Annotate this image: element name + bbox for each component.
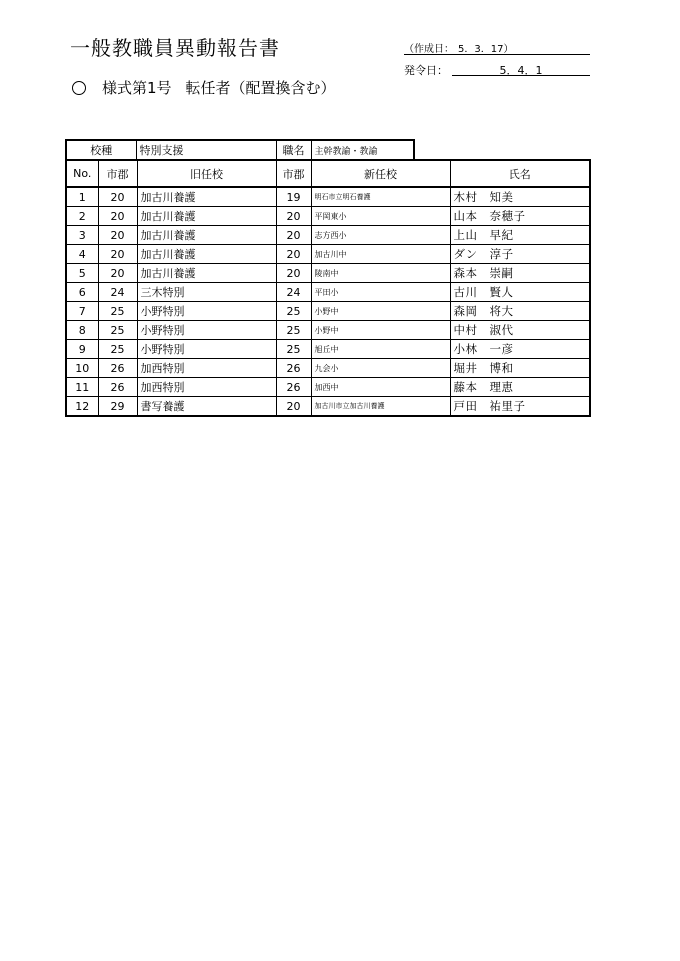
header-no: No. [66,160,98,187]
row-city-new: 25 [276,340,311,359]
created-date-value: 5．3．17） [458,44,514,55]
circle-icon [72,81,86,95]
row-city-new: 20 [276,264,311,283]
row-city-new: 20 [276,397,311,417]
row-old-school: 加古川養護 [137,245,276,264]
row-new-school: 加古川中 [311,245,450,264]
table-row [66,302,590,321]
row-new-school: 旭丘中 [311,340,450,359]
created-date [404,40,590,55]
school-type-label: 校種 [66,140,136,160]
row-name: 堀井 博和 [450,359,590,378]
row-city-new: 19 [276,187,311,207]
row-city-old: 26 [98,359,137,378]
table-row [66,187,590,207]
created-date-label: （作成日： [404,44,454,55]
row-no: 3 [66,226,98,245]
table-row [66,321,590,340]
school-type-value: 特別支援 [136,140,276,160]
row-old-school: 小野特別 [137,302,276,321]
position-label: 職名 [276,140,311,160]
issued-date-value: 5．4．1 [452,62,590,76]
row-city-old: 20 [98,226,137,245]
header-new-school: 新任校 [311,160,450,187]
row-new-school: 小野中 [311,321,450,340]
row-old-school: 加古川養護 [137,187,276,207]
row-name: 古川 賢人 [450,283,590,302]
document-title: 一般教職員異動報告書 [70,36,280,60]
header-old-school: 旧任校 [137,160,276,187]
row-name: 小林 一彦 [450,340,590,359]
row-name: ダン 淳子 [450,245,590,264]
form-number: 様式第1号 [102,79,172,97]
row-no: 6 [66,283,98,302]
row-no: 8 [66,321,98,340]
transfer-type: 転任者（配置換含む） [185,79,336,97]
row-city-old: 25 [98,340,137,359]
row-city-new: 20 [276,207,311,226]
row-city-old: 25 [98,321,137,340]
row-city-old: 24 [98,283,137,302]
row-city-old: 20 [98,187,137,207]
row-city-old: 20 [98,264,137,283]
row-no: 11 [66,378,98,397]
transfer-table [65,159,591,417]
row-new-school: 明石市立明石養護 [311,187,450,207]
row-no: 7 [66,302,98,321]
row-city-new: 26 [276,378,311,397]
row-no: 1 [66,187,98,207]
row-old-school: 小野特別 [137,340,276,359]
row-new-school: 志方西小 [311,226,450,245]
row-name: 山本 奈穂子 [450,207,590,226]
row-old-school: 加西特別 [137,359,276,378]
row-city-old: 20 [98,207,137,226]
row-name: 森岡 将大 [450,302,590,321]
row-no: 10 [66,359,98,378]
row-name: 上山 早紀 [450,226,590,245]
row-old-school: 加古川養護 [137,226,276,245]
row-old-school: 加古川養護 [137,207,276,226]
table-row [66,340,590,359]
row-old-school: 三木特別 [137,283,276,302]
row-name: 戸田 祐里子 [450,397,590,417]
position-value: 主幹教諭・教諭 [311,140,414,160]
row-city-new: 24 [276,283,311,302]
row-city-new: 20 [276,245,311,264]
row-city-new: 25 [276,302,311,321]
row-no: 5 [66,264,98,283]
row-city-new: 25 [276,321,311,340]
table-row [66,264,590,283]
row-name: 森本 崇嗣 [450,264,590,283]
row-name: 中村 淑代 [450,321,590,340]
table-row [66,378,590,397]
info-table [65,139,415,161]
table-row [66,226,590,245]
table-row [66,245,590,264]
header-city-old: 市郡 [98,160,137,187]
row-new-school: 加西中 [311,378,450,397]
row-city-new: 26 [276,359,311,378]
table-row [66,207,590,226]
table-row [66,359,590,378]
form-subtitle [72,77,336,98]
row-city-old: 20 [98,245,137,264]
row-name: 藤本 理恵 [450,378,590,397]
row-old-school: 書写養護 [137,397,276,417]
row-new-school: 加古川市立加古川養護 [311,397,450,417]
table-header-row [66,160,590,187]
row-city-old: 26 [98,378,137,397]
issued-date-label: 発令日： [404,64,448,77]
row-new-school: 九会小 [311,359,450,378]
row-old-school: 加西特別 [137,378,276,397]
row-new-school: 平田小 [311,283,450,302]
row-no: 9 [66,340,98,359]
row-new-school: 小野中 [311,302,450,321]
table-row [66,397,590,417]
row-no: 12 [66,397,98,417]
row-old-school: 加古川養護 [137,264,276,283]
row-no: 2 [66,207,98,226]
row-city-old: 25 [98,302,137,321]
row-new-school: 平岡東小 [311,207,450,226]
row-name: 木村 知美 [450,187,590,207]
row-city-old: 29 [98,397,137,417]
row-no: 4 [66,245,98,264]
table-row [66,283,590,302]
row-new-school: 陵南中 [311,264,450,283]
row-old-school: 小野特別 [137,321,276,340]
header-name: 氏名 [450,160,590,187]
row-city-new: 20 [276,226,311,245]
header-city-new: 市郡 [276,160,311,187]
